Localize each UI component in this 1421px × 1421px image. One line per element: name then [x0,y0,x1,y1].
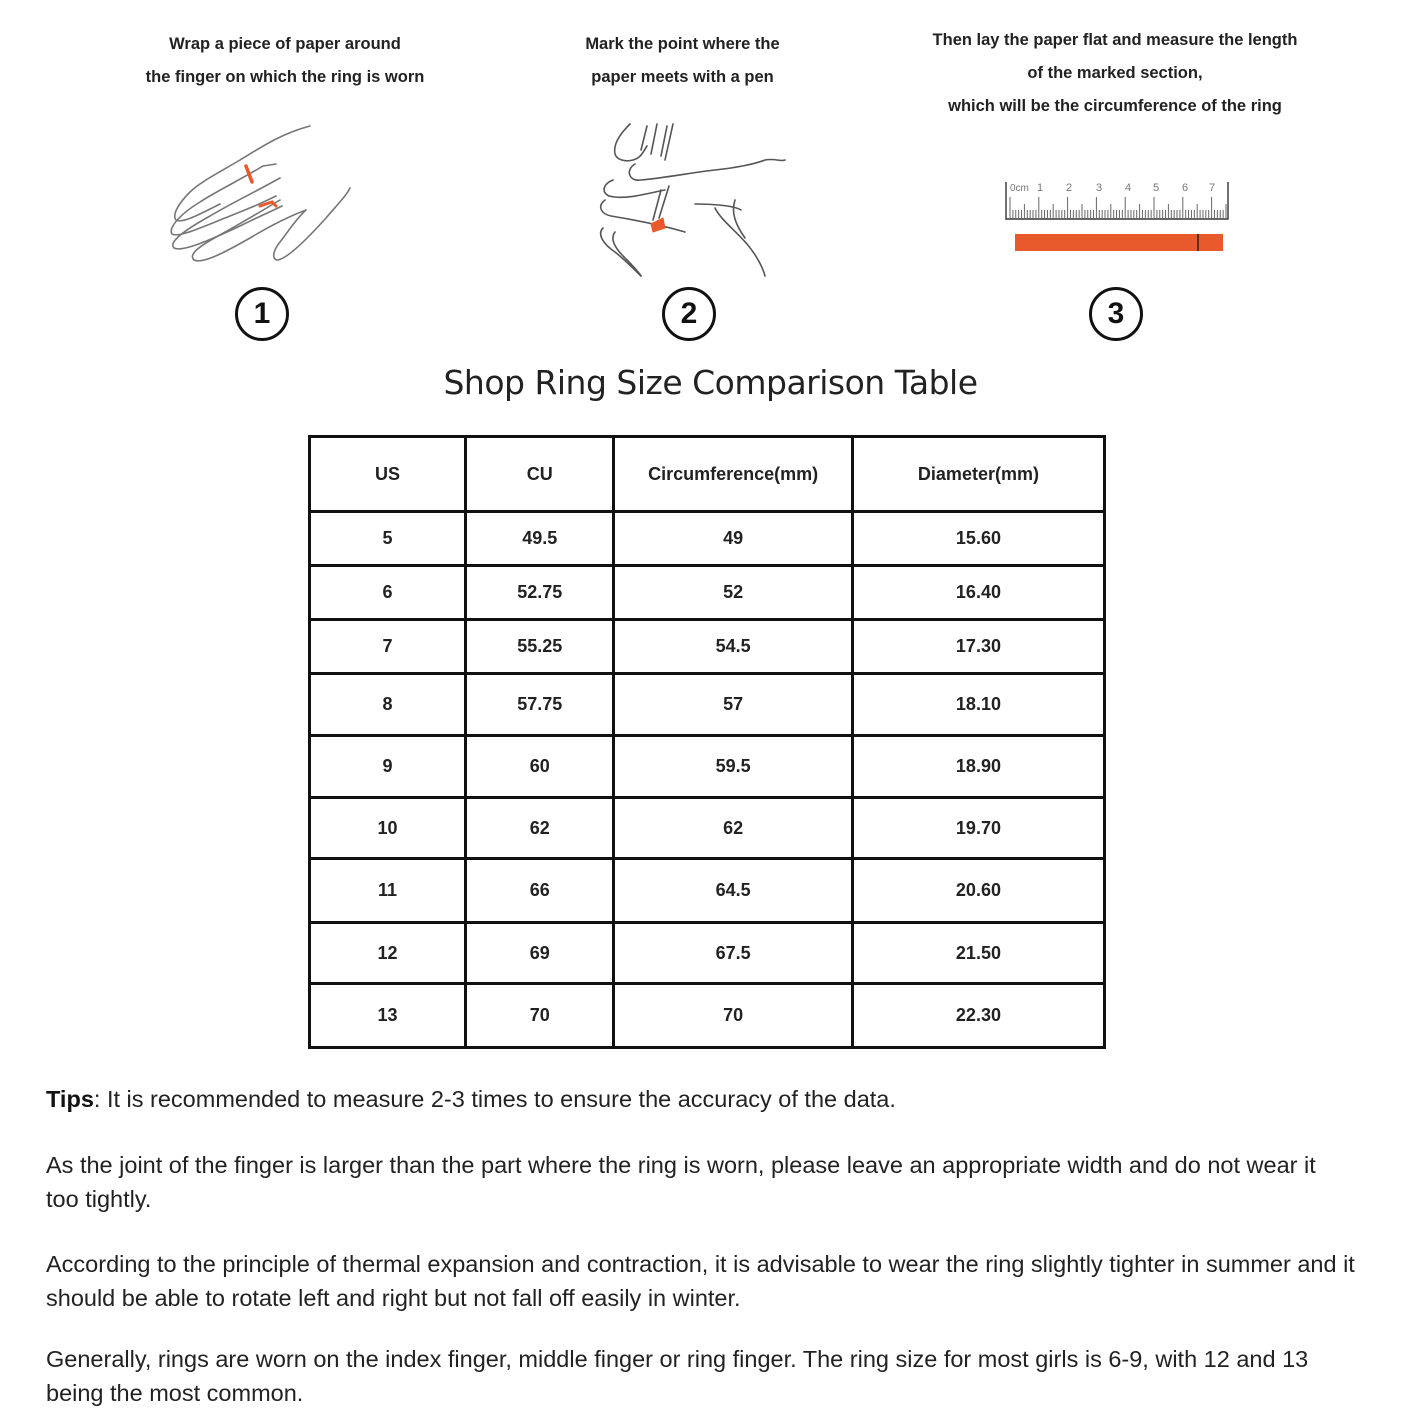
table-row [310,798,1105,859]
cell-us: 12 [310,923,466,984]
cell-cu: 52.75 [466,566,614,620]
tip-paragraph-3: Generally, rings are worn on the index finger, middle finger or ring finger. The ring size for most girls is 6-9, with 12 and 13 being the most common. [46,1346,1309,1406]
step-2-caption-line-2: paper meets with a pen [591,68,774,86]
paper-strip [1015,234,1223,251]
header-cu: CU [466,437,614,512]
cell-diameter: 16.40 [852,566,1104,620]
ruler-label-0: 0cm [1010,183,1029,194]
cell-circumference: 64.5 [614,859,853,923]
cell-circumference: 54.5 [614,620,853,674]
ruler-label-2: 2 [1066,182,1073,194]
cell-circumference: 59.5 [614,736,853,798]
cell-cu: 49.5 [466,512,614,566]
header-circumference: Circumference(mm) [614,437,853,512]
step-3-caption-line-1: Then lay the paper flat and measure the length [932,31,1298,49]
tip-paragraph-1: As the joint of the finger is larger than the part where the ring is worn, please leave an appropriate width and do not wear it too tightly. [46,1152,1316,1212]
cell-diameter: 20.60 [852,859,1104,923]
cell-cu: 55.25 [466,620,614,674]
cell-circumference: 52 [614,566,853,620]
ruler-label-3: 3 [1096,182,1103,194]
step-2-number-badge: 2 [662,287,716,341]
step-1-caption-line-2: the finger on which the ring is worn [145,68,425,86]
cell-circumference: 57 [614,674,853,736]
hand-wrapping-paper-icon [160,120,370,275]
table-row [310,566,1105,620]
cell-diameter: 18.90 [852,736,1104,798]
cell-circumference: 62 [614,798,853,859]
cell-us: 13 [310,984,466,1048]
cell-us: 11 [310,859,466,923]
cell-us: 9 [310,736,466,798]
step-1-caption-line-1: Wrap a piece of paper around [169,35,401,53]
cell-cu: 69 [466,923,614,984]
header-diameter: Diameter(mm) [852,437,1104,512]
cell-diameter: 19.70 [852,798,1104,859]
cell-cu: 60 [466,736,614,798]
table-row [310,984,1105,1048]
ruler-label-1: 1 [1037,182,1044,194]
step-1 [120,28,450,94]
cell-cu: 70 [466,984,614,1048]
hand-marking-pen-icon [595,120,790,280]
cell-us: 7 [310,620,466,674]
header-us: US [310,437,466,512]
cell-us: 8 [310,674,466,736]
cell-cu: 62 [466,798,614,859]
tips-label: Tips [46,1086,94,1112]
table-row [310,736,1105,798]
step-3-caption-line-3: which will be the circumference of the ring [948,97,1282,115]
cell-diameter: 21.50 [852,923,1104,984]
step-3-caption-line-2: of the marked section, [1027,64,1203,82]
cell-diameter: 17.30 [852,620,1104,674]
step-2-caption-line-1: Mark the point where the [585,35,780,53]
cell-cu: 57.75 [466,674,614,736]
step-3-number-badge: 3 [1089,287,1143,341]
ruler-label-5: 5 [1153,182,1160,194]
table-row [310,674,1105,736]
page-title: Shop Ring Size Comparison Table [443,363,978,402]
table-row [310,512,1105,566]
tip-first [46,1082,1411,1116]
cell-us: 5 [310,512,466,566]
table-row [310,859,1105,923]
cell-us: 6 [310,566,466,620]
tip-first-text: : It is recommended to measure 2-3 times to ensure the accuracy of the data. [93,1086,896,1112]
ruler-label-7: 7 [1209,182,1216,194]
ruler-label-6: 6 [1182,182,1189,194]
cell-diameter: 15.60 [852,512,1104,566]
cell-diameter: 22.30 [852,984,1104,1048]
cell-diameter: 18.10 [852,674,1104,736]
cell-circumference: 49 [614,512,853,566]
cell-us: 10 [310,798,466,859]
ruler-icon [1002,178,1234,254]
tip-paragraph-2: According to the principle of thermal expansion and contraction, it is advisable to wear the ring slightly tighter in summer and it should be able to rotate left and right but not fall off easily in winter. [46,1251,1355,1311]
cell-circumference: 67.5 [614,923,853,984]
ruler-label-4: 4 [1125,182,1132,194]
step-2 [540,28,825,94]
step-3 [900,24,1330,123]
cell-circumference: 70 [614,984,853,1048]
table-header-row [310,437,1105,512]
ring-size-table [308,435,1106,1049]
table-row [310,620,1105,674]
table-row [310,923,1105,984]
cell-cu: 66 [466,859,614,923]
step-1-number-badge: 1 [235,287,289,341]
